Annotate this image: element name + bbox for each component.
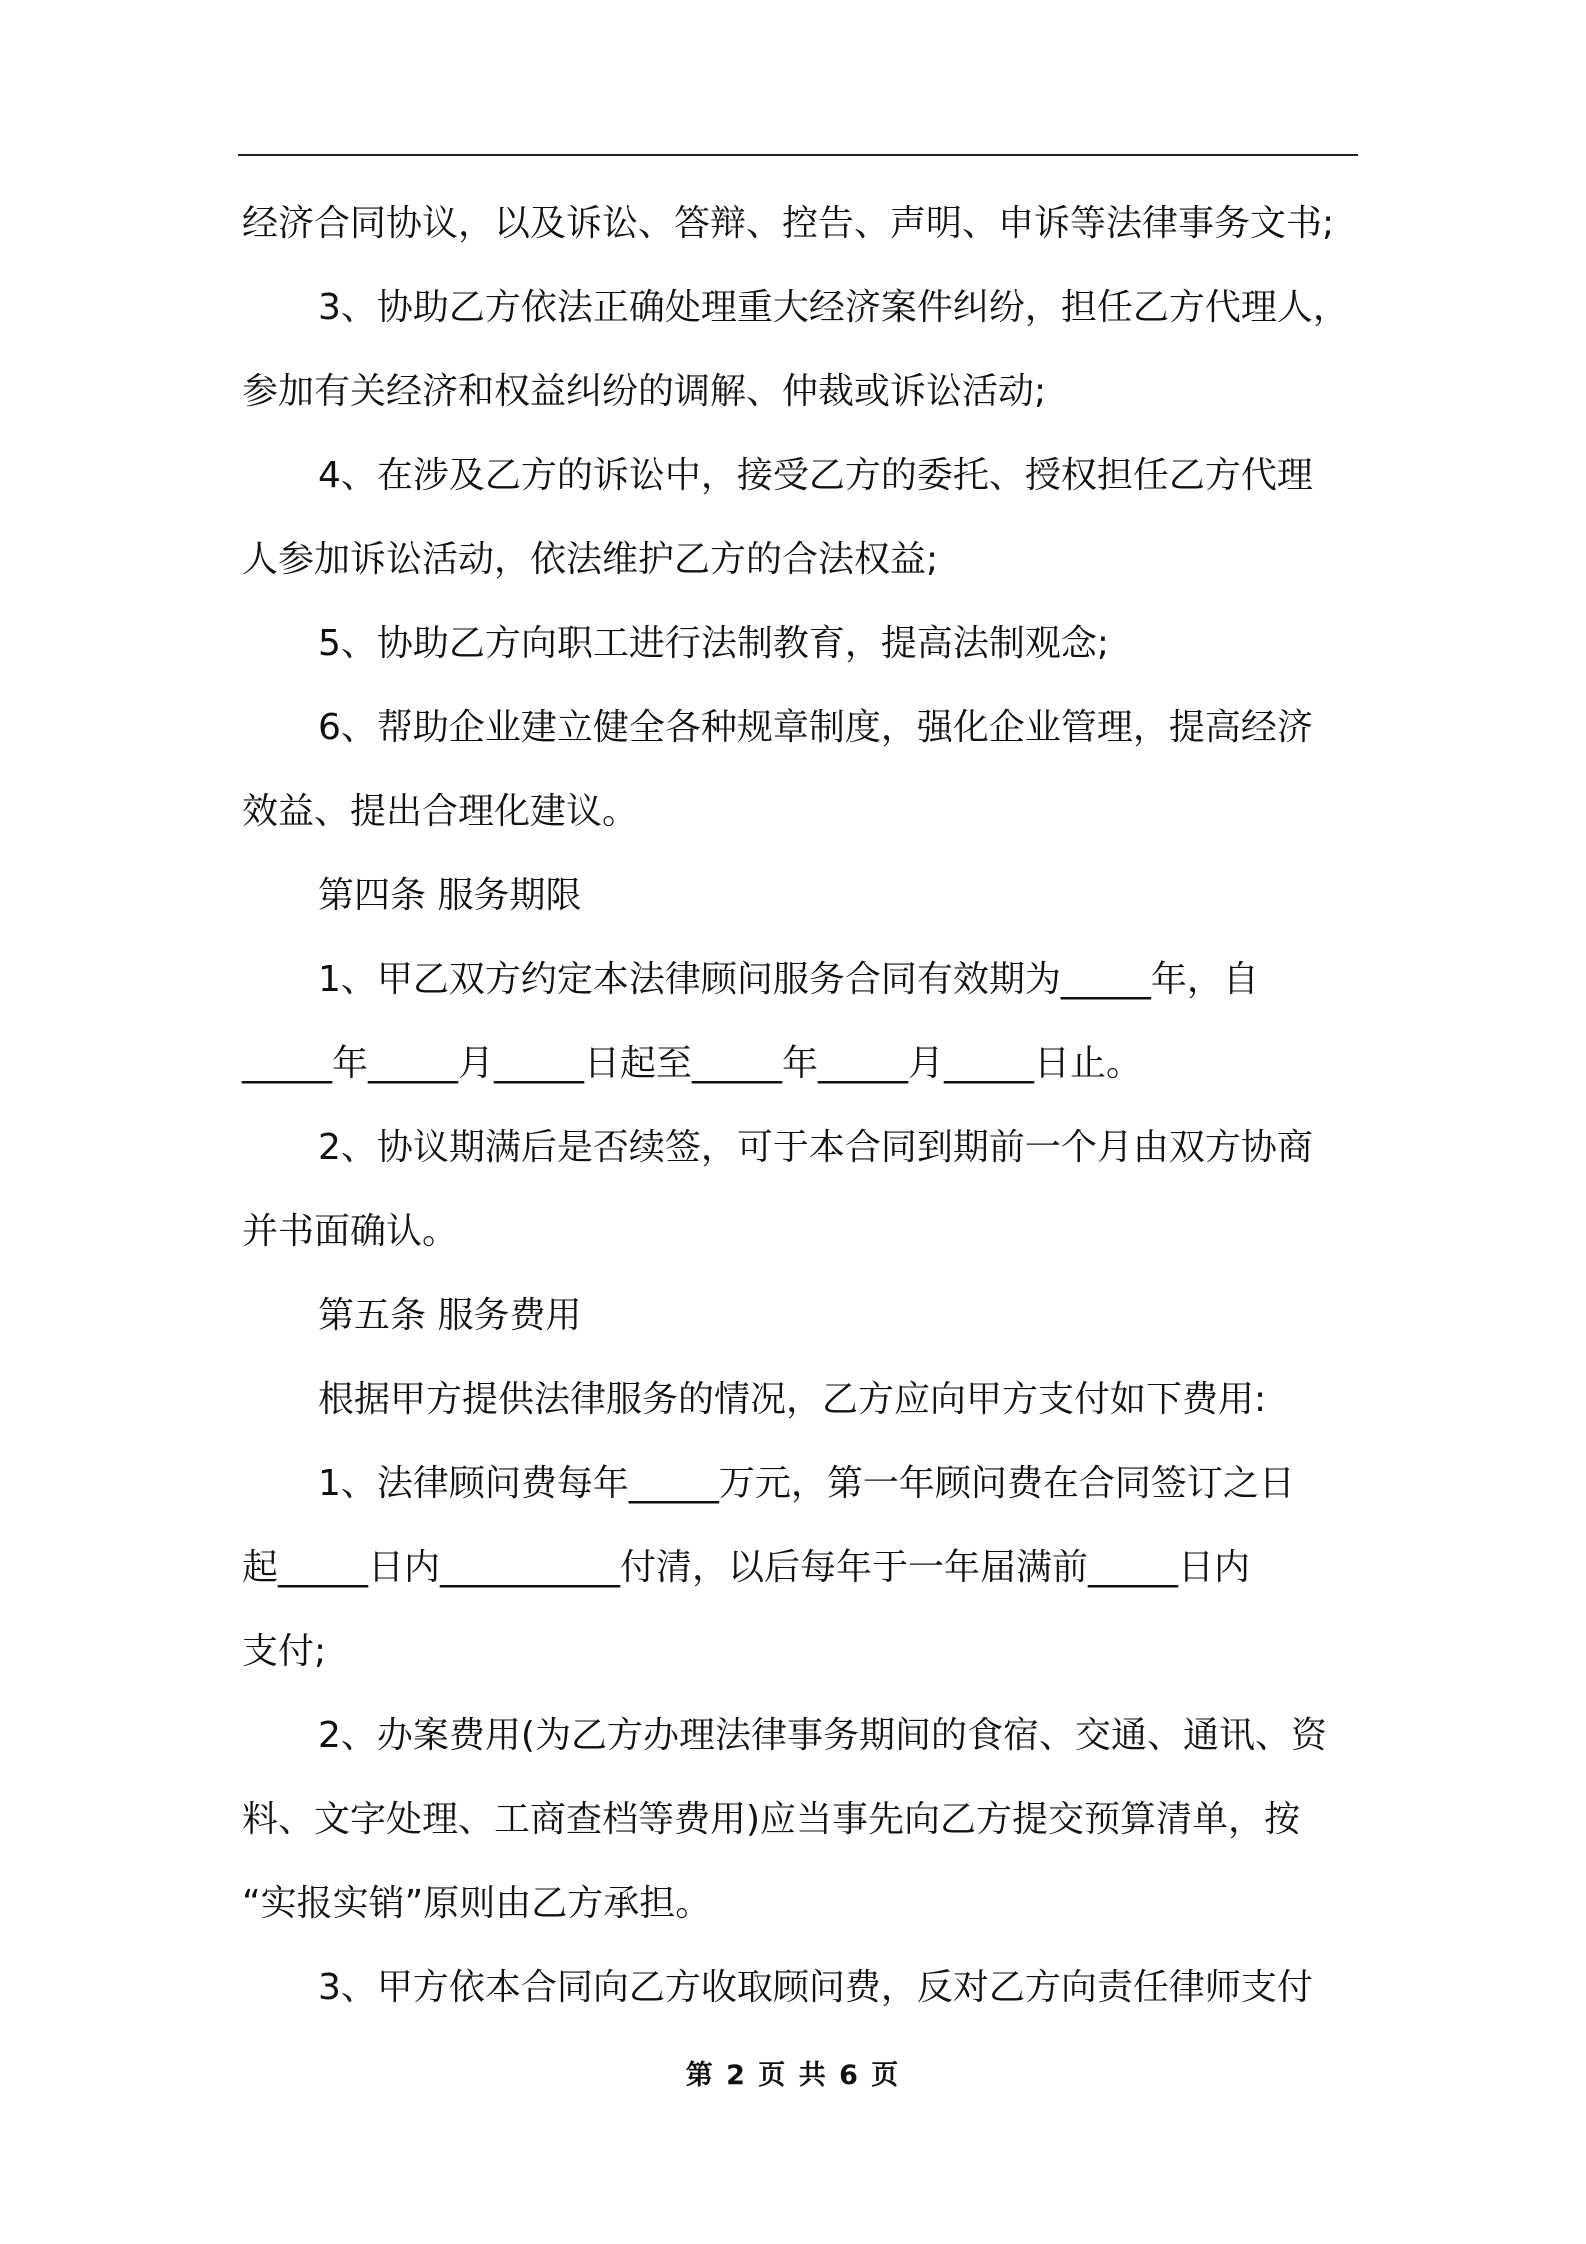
header-rule bbox=[238, 154, 1358, 156]
text-line: 并书面确认。 bbox=[242, 1211, 459, 1252]
text-line: 3、协助乙方依法正确处理重大经济案件纠纷，担任乙方代理人， bbox=[318, 287, 1349, 328]
text-line: 效益、提出合理化建议。 bbox=[242, 791, 639, 832]
text-line: 2、协议期满后是否续签，可于本合同到期前一个月由双方协商 bbox=[318, 1127, 1313, 1168]
text-line: 参加有关经济和权益纠纷的调解、仲裁或诉讼活动; bbox=[242, 371, 1047, 412]
text-line: 根据甲方提供法律服务的情况，乙方应向甲方支付如下费用: bbox=[318, 1379, 1267, 1420]
page-number: 第 2 页 共 6 页 bbox=[685, 2060, 901, 2091]
text-line: “实报实销”原则由乙方承担。 bbox=[242, 1883, 712, 1924]
text-line: 3、甲方依本合同向乙方收取顾问费，反对乙方向责任律师支付 bbox=[318, 1967, 1313, 2008]
text-line: 起_____日内__________付清，以后每年于一年届满前_____日内 bbox=[242, 1547, 1251, 1588]
text-line: 5、协助乙方向职工进行法制教育，提高法制观念; bbox=[318, 623, 1110, 664]
text-line: 1、甲乙双方约定本法律顾问服务合同有效期为_____年，自 bbox=[318, 959, 1259, 1000]
text-line: 4、在涉及乙方的诉讼中，接受乙方的委托、授权担任乙方代理 bbox=[318, 455, 1313, 496]
section-heading: 第五条 服务费用 bbox=[318, 1295, 582, 1336]
text-line: 人参加诉讼活动，依法维护乙方的合法权益; bbox=[242, 539, 939, 580]
text-line: _____年_____月_____日起至_____年_____月_____日止。 bbox=[242, 1043, 1143, 1084]
text-line: 支付; bbox=[242, 1631, 327, 1672]
text-line: 料、文字处理、工商查档等费用)应当事先向乙方提交预算清单，按 bbox=[242, 1799, 1301, 1840]
document-body bbox=[242, 182, 1382, 2030]
text-line: 1、法律顾问费每年_____万元，第一年顾问费在合同签订之日 bbox=[318, 1463, 1295, 1504]
section-heading: 第四条 服务期限 bbox=[318, 875, 582, 916]
text-line: 6、帮助企业建立健全各种规章制度，强化企业管理，提高经济 bbox=[318, 707, 1313, 748]
text-line: 经济合同协议，以及诉讼、答辩、控告、声明、申诉等法律事务文书; bbox=[242, 203, 1335, 244]
text-line: 2、办案费用(为乙方办理法律事务期间的食宿、交通、通讯、资 bbox=[318, 1715, 1327, 1756]
